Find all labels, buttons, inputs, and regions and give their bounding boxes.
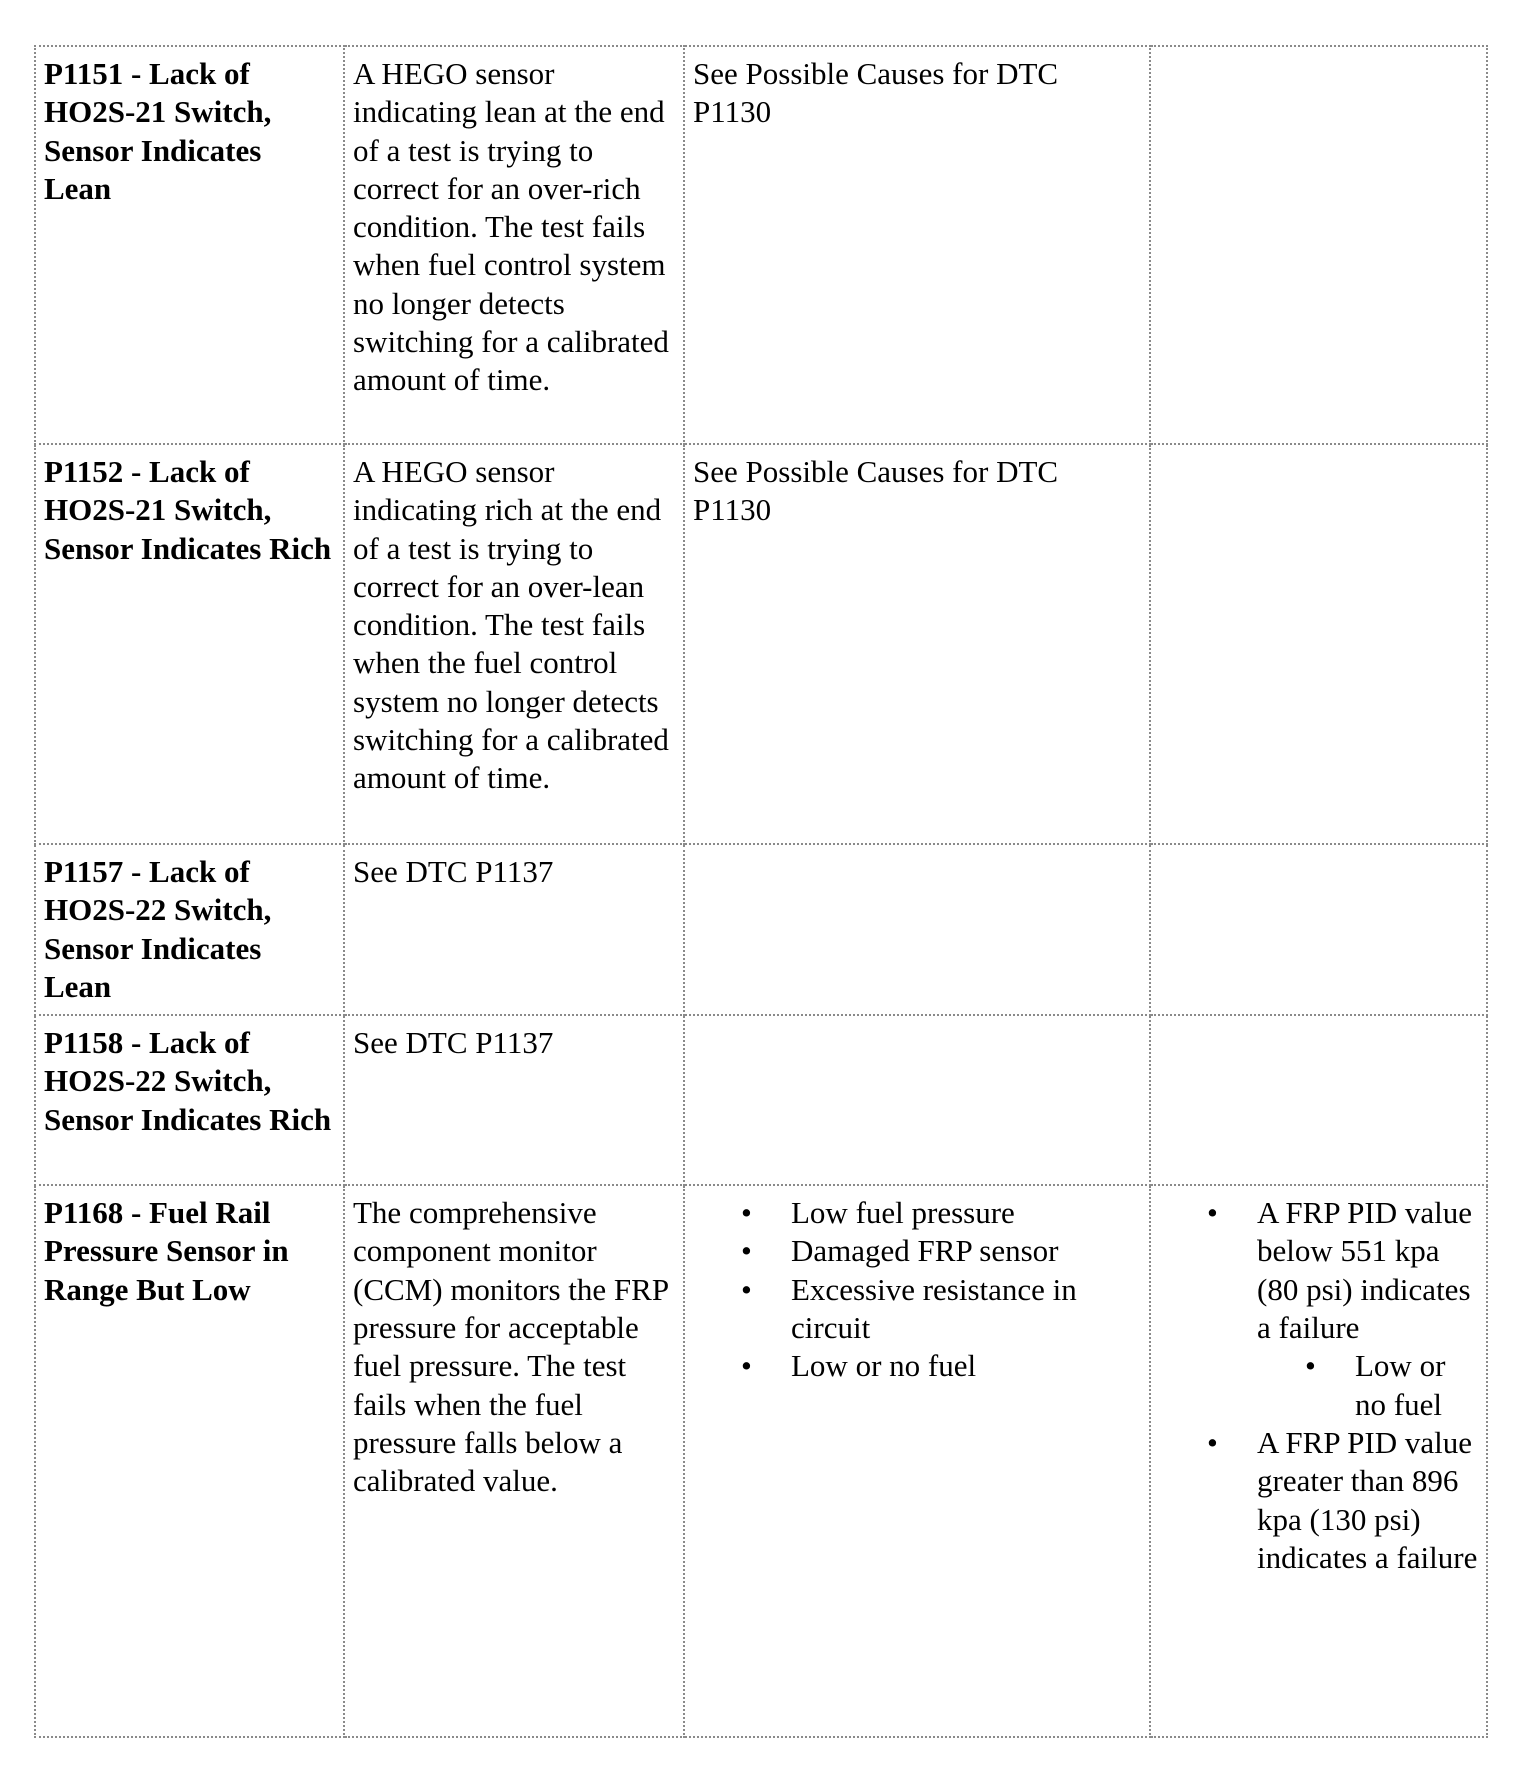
list-item: • Low fuel pressure (791, 1194, 1141, 1232)
table-row (35, 46, 1487, 444)
diagnostic-aids-cell (1150, 444, 1487, 844)
possible-causes-cell (684, 1185, 1150, 1737)
description-cell: See DTC P1137 (344, 1015, 684, 1185)
dtc-code-cell: P1152 - Lack of HO2S-21 Switch, Sensor Indicates Rich (35, 444, 344, 844)
dtc-table (34, 45, 1488, 1738)
possible-causes-cell (684, 1015, 1150, 1185)
dtc-code-cell: P1157 - Lack of HO2S-22 Switch, Sensor Indicates Lean (35, 844, 344, 1015)
list-item (1257, 1194, 1478, 1424)
table-row (35, 444, 1487, 844)
list-item (1257, 1424, 1478, 1577)
list-item: • Low or no fuel (791, 1347, 1141, 1385)
dtc-code-cell: P1168 - Fuel Rail Pressure Sensor in Range But Low (35, 1185, 344, 1737)
list-item-text: A FRP PID value below 551 kpa (80 psi) indicates a failure (1257, 1195, 1473, 1346)
possible-causes-list (693, 1194, 1141, 1385)
possible-causes-cell: See Possible Causes for DTC P1130 (684, 444, 1150, 844)
table-row (35, 1015, 1487, 1185)
description-cell: A HEGO sensor indicating rich at the end of a test is trying to correct for an over-lean condition. The test fails when the fuel control system no longer detects switching for a calibrated amount of time. (344, 444, 684, 844)
table-row (35, 1185, 1487, 1737)
diagnostic-aids-cell (1150, 844, 1487, 1015)
diagnostic-aids-cell (1150, 1015, 1487, 1185)
dtc-code-cell: P1151 - Lack of HO2S-21 Switch, Sensor Indicates Lean (35, 46, 344, 444)
dtc-code-cell: P1158 - Lack of HO2S-22 Switch, Sensor Indicates Rich (35, 1015, 344, 1185)
list-item: • Low or no fuel (1355, 1347, 1478, 1424)
list-item: • Damaged FRP sensor (791, 1232, 1141, 1270)
description-cell: The comprehensive component monitor (CCM) monitors the FRP pressure for acceptable fuel pressure. The test fails when the fuel pressure falls below a calibrated value. (344, 1185, 684, 1737)
diagnostic-aids-cell (1150, 46, 1487, 444)
diagnostic-aids-cell (1150, 1185, 1487, 1737)
list-item-text: A FRP PID value greater than 896 kpa (130 psi) indicates a failure (1257, 1424, 1478, 1575)
diagnostic-aids-list (1159, 1194, 1478, 1577)
list-item: • Excessive resistance in circuit (791, 1271, 1141, 1348)
diagnostic-sub-list (1257, 1347, 1478, 1424)
description-cell: See DTC P1137 (344, 844, 684, 1015)
table-row (35, 844, 1487, 1015)
possible-causes-cell (684, 844, 1150, 1015)
possible-causes-cell: See Possible Causes for DTC P1130 (684, 46, 1150, 444)
description-cell: A HEGO sensor indicating lean at the end of a test is trying to correct for an over-rich condition. The test fails when fuel control system no longer detects switching for a calibrated amount of time. (344, 46, 684, 444)
